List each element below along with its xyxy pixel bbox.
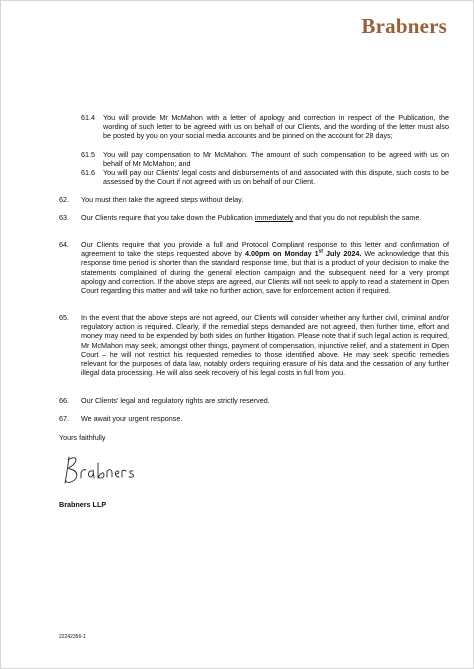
paragraph-66 (59, 396, 449, 405)
paragraph-text: We await your urgent response. (81, 414, 183, 423)
clause-number: 61.5 (81, 150, 95, 159)
paragraph-text: You must then take the agreed steps without delay. (81, 195, 244, 204)
clause-61-4 (81, 113, 449, 141)
paragraph-65 (59, 313, 449, 377)
paragraph-63 (59, 213, 449, 222)
paragraph-text: Our Clients require that you take down the Publication immediately and that you do not republish the same. (81, 213, 422, 222)
paragraph-number: 63. (59, 213, 69, 222)
clause-text: You will pay our Clients' legal costs and disbursements of and associated with this dispute, such costs to be assessed by the Court if not agreed with us on behalf of our Client. (103, 168, 449, 187)
paragraph-number: 62. (59, 195, 69, 204)
paragraph-text: In the event that the above steps are not agreed, our Clients will consider whether any further civil, criminal and/or regulatory action is required. Clearly, if the remedial steps demanded are not agreed, then further time, effort and money may need to be expended by both sides on further litigation. Please note that if such legal action is required, Mr McMahon may seek, amongst other things, payment of compensation, injunctive relief, and a statement in Open Court – he will not restrict his requested remedies to those identified above. He may seek specific remedies relevant for the purposes of data law, notably orders requiring erasure of his data and the cessation of any further illegal data processing. He will also seek recovery of his legal costs in full from you. (81, 313, 449, 378)
clause-61-6 (81, 168, 449, 186)
paragraph-62 (59, 195, 449, 204)
paragraph-67 (59, 414, 449, 423)
clause-number: 61.4 (81, 113, 95, 122)
paragraph-64 (59, 240, 449, 295)
paragraph-text: Our Clients require that you provide a full and Protocol Compliant response to this letter and confirmation of agreement to take the steps requested above by 4.00pm on Monday 1st July 2024. We acknowledge that this response time period is shorter than the standard response time, but that is a product of your decision to make the statements complained of during the general election campaign and the subsequent need for a very prompt apology and correction. If the above steps are agreed, our Clients will not seek to apply to read a statement in Open Court regarding this matter and will take no further action, save for enforcement action if required. (81, 240, 449, 296)
signature-image (59, 451, 149, 491)
deadline-text: 4.00pm on Monday 1st July 2024. (244, 248, 362, 259)
brabners-logo: Brabners (361, 14, 447, 38)
clause-text: You will pay compensation to Mr McMahon. The amount of such compensation to be agreed with us on behalf of Mr McMahon; and (103, 150, 449, 169)
underlined-word: immediately (254, 213, 294, 222)
document-reference: 22242356-1 (59, 634, 86, 640)
paragraph-number: 65. (59, 313, 69, 322)
closing-line: Yours faithfully (59, 433, 106, 442)
paragraph-number: 67. (59, 414, 69, 423)
paragraph-number: 64. (59, 240, 69, 249)
clause-61-5 (81, 150, 449, 168)
clause-text: You will provide Mr McMahon with a letter of apology and correction in respect of the Publication, the wording of such letter to be agreed with us on behalf of our Clients, and the wording of the letter must also be posted by you on your social media accounts and be pinned on the account for 28 days; (103, 113, 449, 141)
paragraph-text: Our Clients' legal and regulatory rights are strictly reserved. (81, 396, 270, 405)
signatory-name: Brabners LLP (59, 500, 107, 509)
clause-number: 61.6 (81, 168, 95, 177)
paragraph-number: 66. (59, 396, 69, 405)
